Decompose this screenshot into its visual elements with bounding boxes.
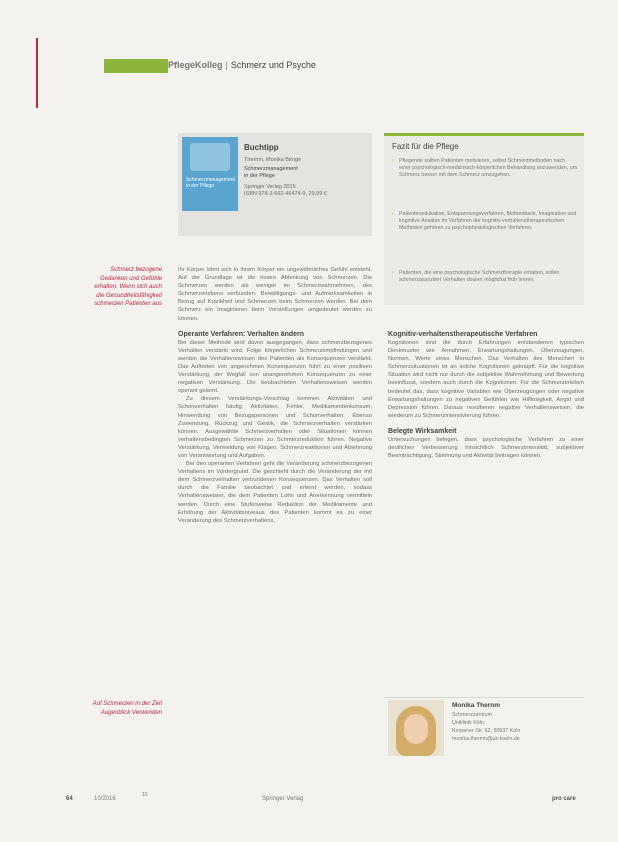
binding-mark: [36, 38, 38, 108]
page-number: 64: [66, 796, 73, 802]
volume-number: 15: [142, 792, 148, 798]
section-color-bar: [104, 59, 168, 73]
fact-item: [392, 270, 578, 284]
header-separator: |: [225, 60, 228, 70]
booktip-isbn: ISBN 978-3-662-46474-9, 29,99 €: [244, 191, 327, 197]
author-divider: [384, 697, 584, 698]
body-paragraph: Untersuchungen belegen, dass psychologische Verfahren zu einer deutlichen Verbesserung hinsichtlich Schmerzintensität, subjektiver Beeinträchtigung, Stimmung und Aktivität beitragen können.: [388, 436, 584, 460]
booktip-author: Thernm, Monika Birnge: [244, 157, 302, 163]
right-column: [388, 330, 584, 460]
body-paragraph: Bei dieser Methode wird davon ausgegangen, dass schmerzbezogenes Verhalten verstärkt wird. Folge körperlichen Schmerzempfindungen und werden die Verhaltensweisen des Patienten als Konsequenzen verstärkt. Das Auftreten von angenehmen Konsequenzen führt zu einer positiven Verstärkung, der Wegfall von unangenehmen Konsequenzen zu einer negativen Verstärkung. Die beobachteten Verhaltensweisen werden operant gelernt.: [178, 339, 372, 395]
issue-number: 10/2016: [94, 796, 116, 802]
margin-note: Auf Schmerzen in der Zeit Augenblick Verwenden: [92, 701, 162, 716]
author-photo-face: [404, 714, 428, 744]
body-paragraph: Bei den operanten Verfahren geht die Veränderung schmerzbezogenen Verhaltens im Vordergrund. Die geschieht durch die Veränderung der mit dem Schmerzverhalten verbundenen Konsequenzen. Das Verhalten soll durch die Familie beobachtet und erlernt werden, sodass Verhaltensweisen, die dem Patienten Lohn und Anerkennung vermitteln werden. Durch eine Stufenweise Reduktion der Medikamente und Erhöhung der Aktivitätsniveaus des Patienten kommt es zu einer Veränderung des Schmerzverhaltens.: [178, 461, 372, 524]
running-header: [168, 60, 316, 70]
section-name: PflegeKolleg: [168, 60, 223, 70]
author-address: Kerpener Str. 62, 50937 Köln: [452, 728, 521, 734]
section-heading: Belegte Wirksamkeit: [388, 427, 457, 435]
author-affiliation: Schmerzzentrum: [452, 712, 493, 718]
booktip-publisher: Springer Verlag 2015: [244, 184, 296, 190]
fact-item-text: › Pflegende sollten Patienten motivieren, selbst Schmerzmethoden nach einer psychologisch-medizinisch-körperlichen Behandlung anzuwenden, um Schmerz besser mit dem Schmerz umzugehen.: [399, 158, 578, 179]
body-paragraph: Zu diesem Verstärkungs-Vorschlag kommen Aktivitäten und Schonverhalten häufig: Aktivitäten, Fehler, Medikamentenkonsum, Hinwendung von Bezugspersonen und Schonverhalten. Ebenso Zuwendung, Rückzug und Gestik, die Schmerzverhalten verstärken können. Ausgewählte Schmerzverhalten oder Situationen können verhaltensbedingten Schmerzen zu Schmerzreduktion führen. Negative Verstärkung, Vermeidung von Klagen, Schmerzreaktionen und Ablehnung von Verantwortung und Aufgaben.: [178, 396, 372, 459]
booktip-book-title-1: Schmerzmanagement: [244, 166, 298, 172]
section-topic: Schmerz und Psyche: [230, 60, 316, 70]
intro-paragraph: Ihr Körper lohnt sich in ihrem Körper ein ungewöhnliches Gefühl entsteht. Auf der Grundlage ist die innere Ablenkung von Schmerzen. Die Schmerzen werden als weniger im Schmerzwahrnehmen, des Schmerzerlebens verbunden. Bewältigungs- und Aufmerksamkeiten in Bezug auf Krankheit und Schmerzen beim Schmerzen werden. Bei dem Schmerz ein Imaginieren beim Vorstellungen umgedeutet werden zu können.: [178, 267, 372, 322]
margin-note: Schmerz bezogene Gedanken und Gefühle erhalten. Wenn sich auch die Gesundheitsfähigkeit schmerzen Patienten aus: [94, 267, 162, 307]
author-affiliation: Uniklinik Köln: [452, 720, 484, 726]
journal-brand: pro care: [552, 796, 576, 802]
booktip-title: Buchtipp: [244, 143, 279, 152]
fact-box-accent: [384, 133, 584, 136]
fact-box-title: Fazit für die Pflege: [392, 142, 459, 151]
left-column: [178, 266, 372, 525]
author-name: Monika Thernm: [452, 702, 501, 709]
body-paragraph: Kognitionen sind die durch Erfahrungen entstandenen typischen Denkmuster wie Annahmen, Erwartungshaltungen, Überzeugungen, Normen, Werte eines Menschen. Das Verhalten des Menschen in Schmerzsituationen ist an solche Kognitionen geknüpft. Für die kognitive Situation wird nicht nur durch die subjektive Wahrnehmung und Bewertung beeinflusst, sondern auch durch die Kognitionen. Für die Schmerzerleben bedeutet das, dass kognitive Variablen wie Überzeugungen oder negative Erwartungshaltungen zu negativen Gefühlen wie Hilflosigkeit, Angst und Depression führen. Daraus resultieren negative Verhaltensweisen, die wiederum zu Schmerzintensivierung führen.: [388, 340, 584, 419]
fact-item: [392, 211, 578, 233]
fact-item: [392, 158, 578, 180]
author-email: monika.thernm@uk-koeln.de: [452, 736, 520, 742]
book-cover-image: [182, 137, 238, 211]
cover-title: Schmerzmanagement in der Pflege: [186, 177, 235, 190]
section-heading: Operante Verfahren: Verhalten ändern: [178, 330, 305, 338]
fact-item-text: › Patientenedukation, Entspannungsverfahren, Biofeedback, Imagination und kognitive Ansätze im Verfahren der kognitiv-verhaltenstherapeutischen Methoden gehören zu psychophysiologischen Verfahren.: [399, 211, 577, 232]
section-heading: Kognitiv-verhaltenstherapeutische Verfahren: [388, 331, 538, 338]
fact-item-text: › Patienten, die eine psychologische Schmerztherapie erhalten, sollen schmerzassoziiert Verhalten dosiert möglichst früh lernen.: [399, 270, 560, 284]
publisher-name: Springer Verlag: [262, 796, 304, 802]
author-photo: [388, 700, 444, 756]
booktip-book-title-2: in der Pflege: [244, 173, 275, 179]
cover-photo: [190, 143, 230, 171]
